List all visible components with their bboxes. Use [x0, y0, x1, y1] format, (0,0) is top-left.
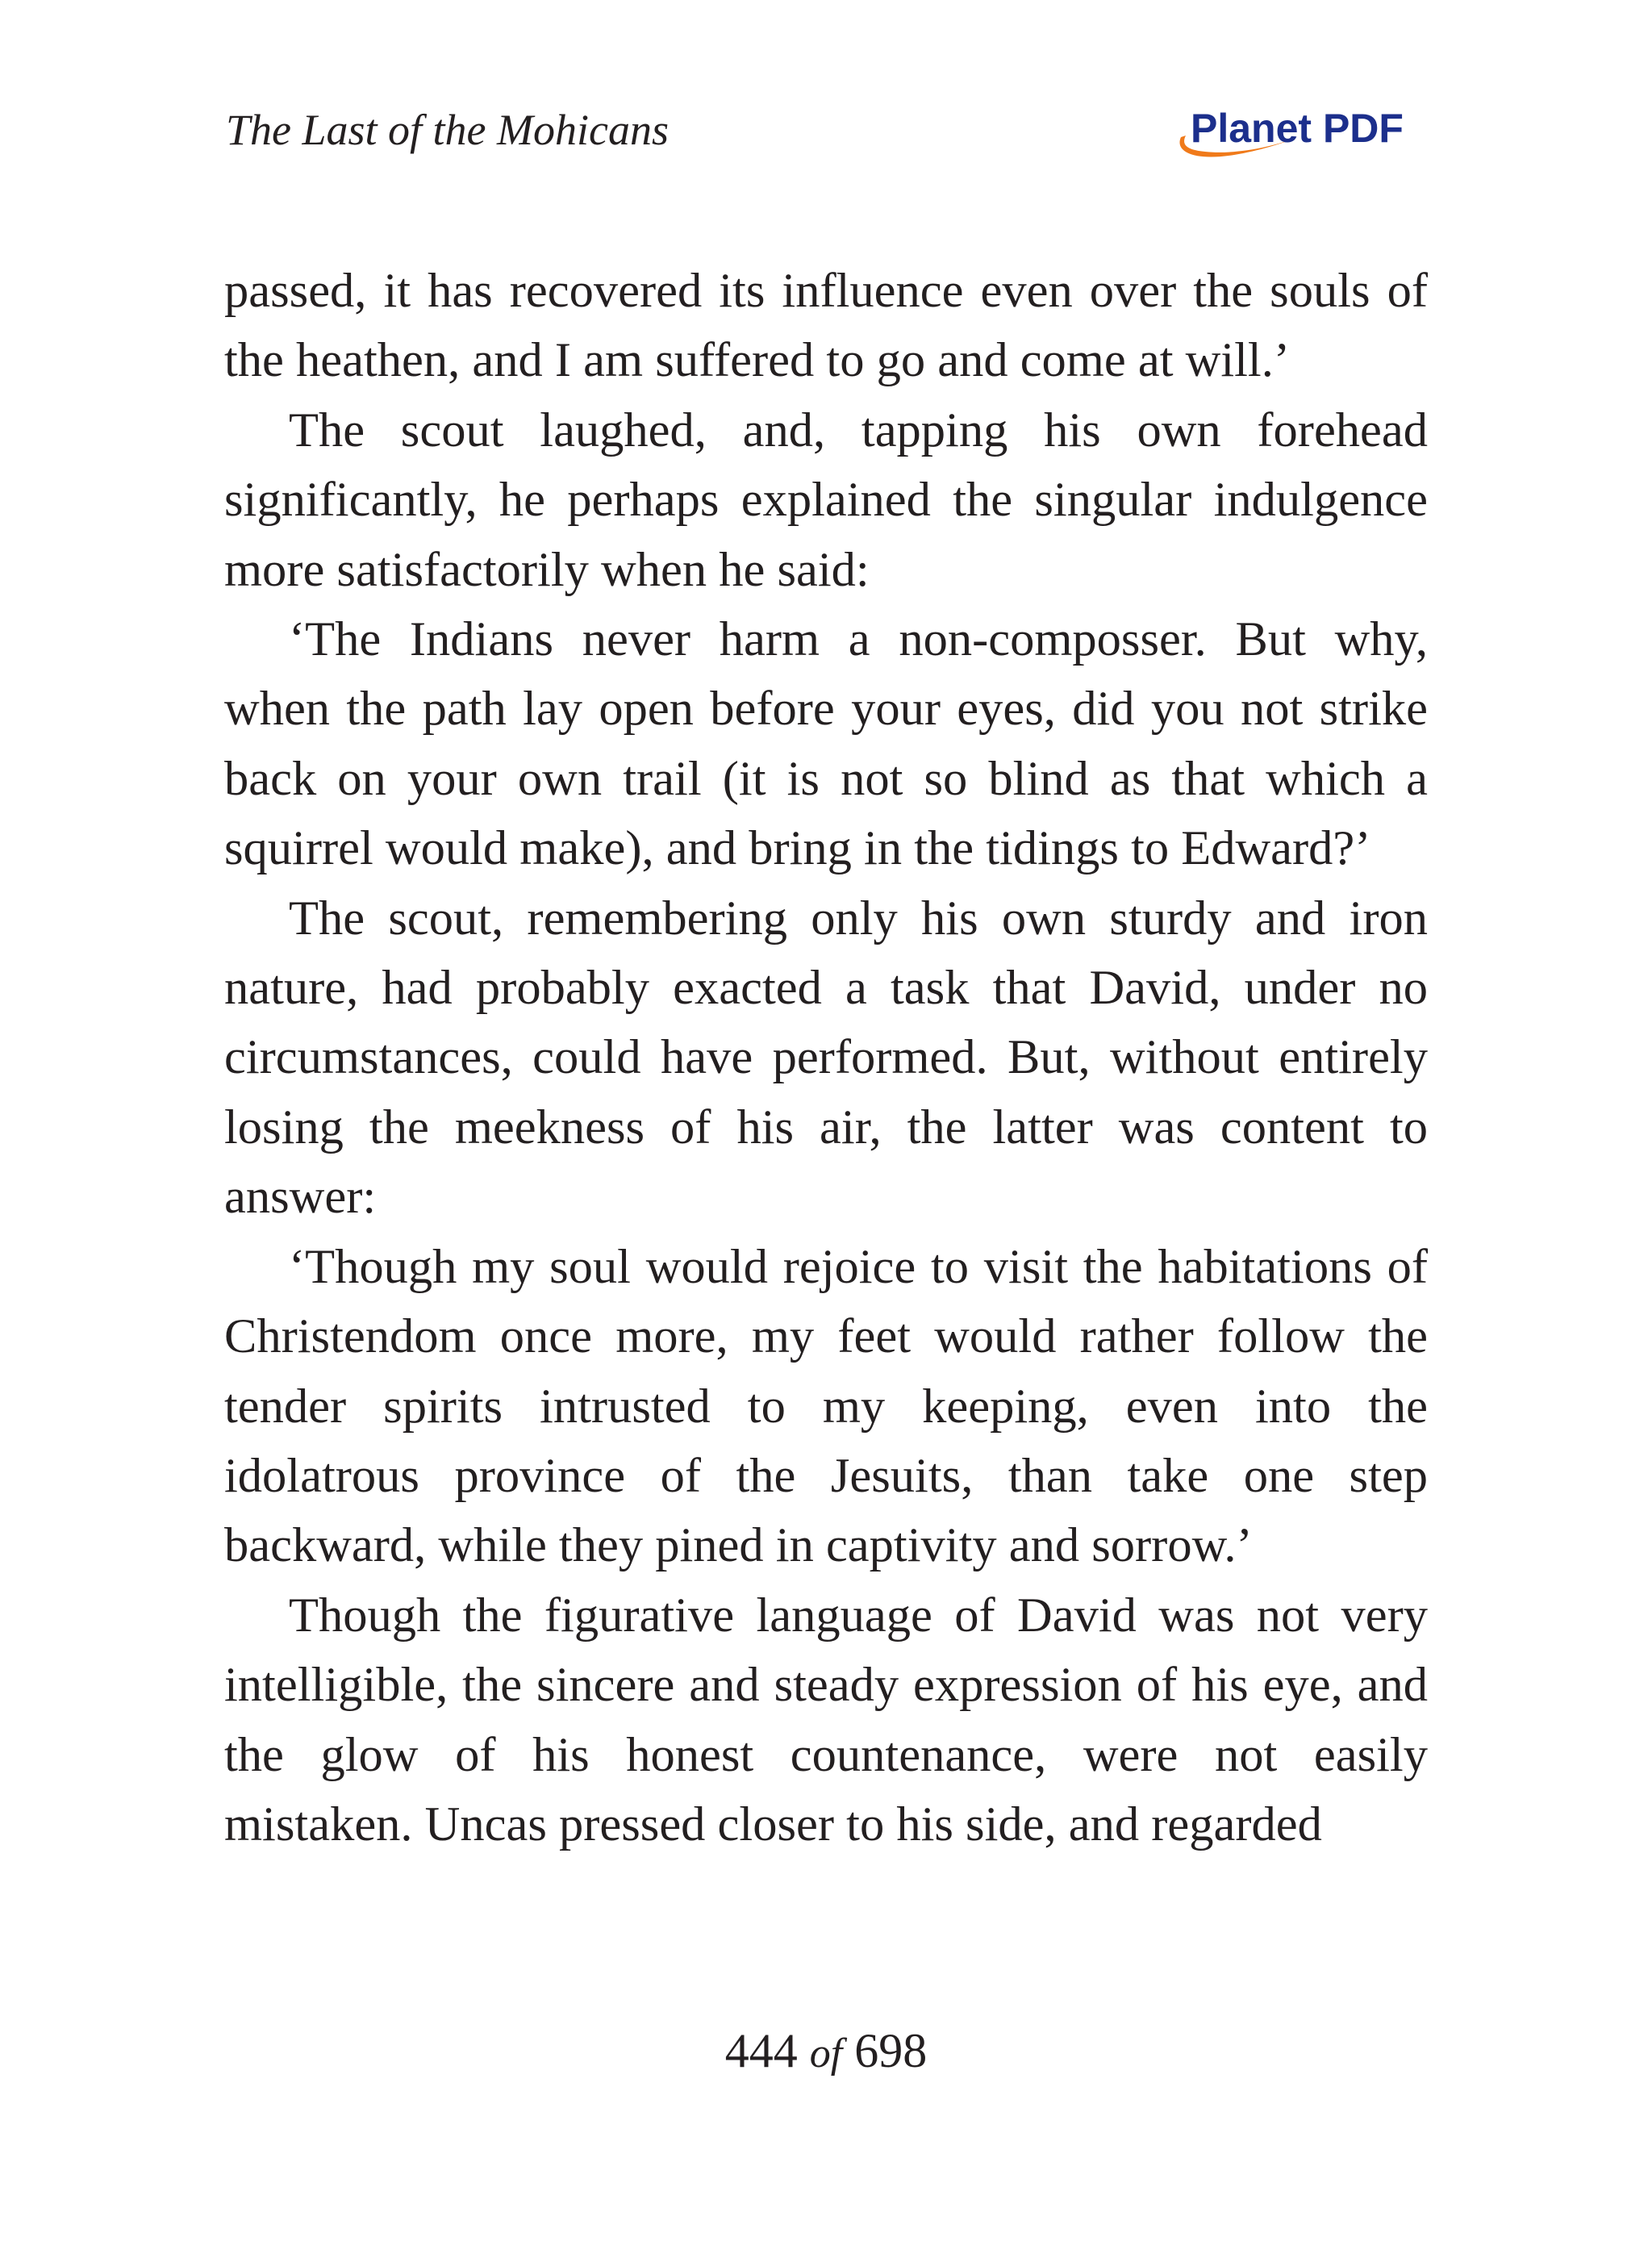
book-title: The Last of the Mohicans	[226, 106, 669, 154]
paragraph: The scout laughed, and, tapping his own forehead significantly, he perhaps explained the singular indulgence more satisfactorily when he said:	[224, 403, 1428, 597]
paragraph: ‘Though my soul would rejoice to visit the habitations of Christendom once more, my feet would rather follow the tender spirits intrusted to my keeping, even into the idolatrous province of the Jesuits, than take one step backward, while they pined in captivity and sorrow.’	[224, 1239, 1428, 1573]
paragraph: passed, it has recovered its influence even over the souls of the heathen, and I am suffered to go and come at will.’	[224, 264, 1428, 388]
logo-text: Planet PDF	[1191, 106, 1404, 151]
paragraph: ‘The Indians never harm a non-composser. But why, when the path lay open before your eyes, did you not strike back on your own trail (it is not so blind as that which a squirrel would make), and bring in the tidings to Edward?’	[224, 612, 1428, 876]
page-of-label: of	[809, 2031, 843, 2077]
paragraph: The scout, remembering only his own sturdy and iron nature, had probably exacted a task that David, under no circumstances, could have performed. But, without entirely losing the meekness of his air, the latter was content to answer:	[224, 891, 1428, 1225]
page-number	[0, 2024, 1652, 2077]
paragraph: Though the figurative language of David was not very intelligible, the sincere and steady expression of his eye, and the glow of his honest countenance, were not easily mistaken. Uncas pressed closer to his side, and regarded	[224, 1588, 1428, 1851]
page-body	[224, 257, 1428, 1860]
planet-pdf-logo	[1170, 105, 1428, 169]
total-pages: 698	[854, 2024, 928, 2077]
current-page: 444	[724, 2024, 798, 2077]
